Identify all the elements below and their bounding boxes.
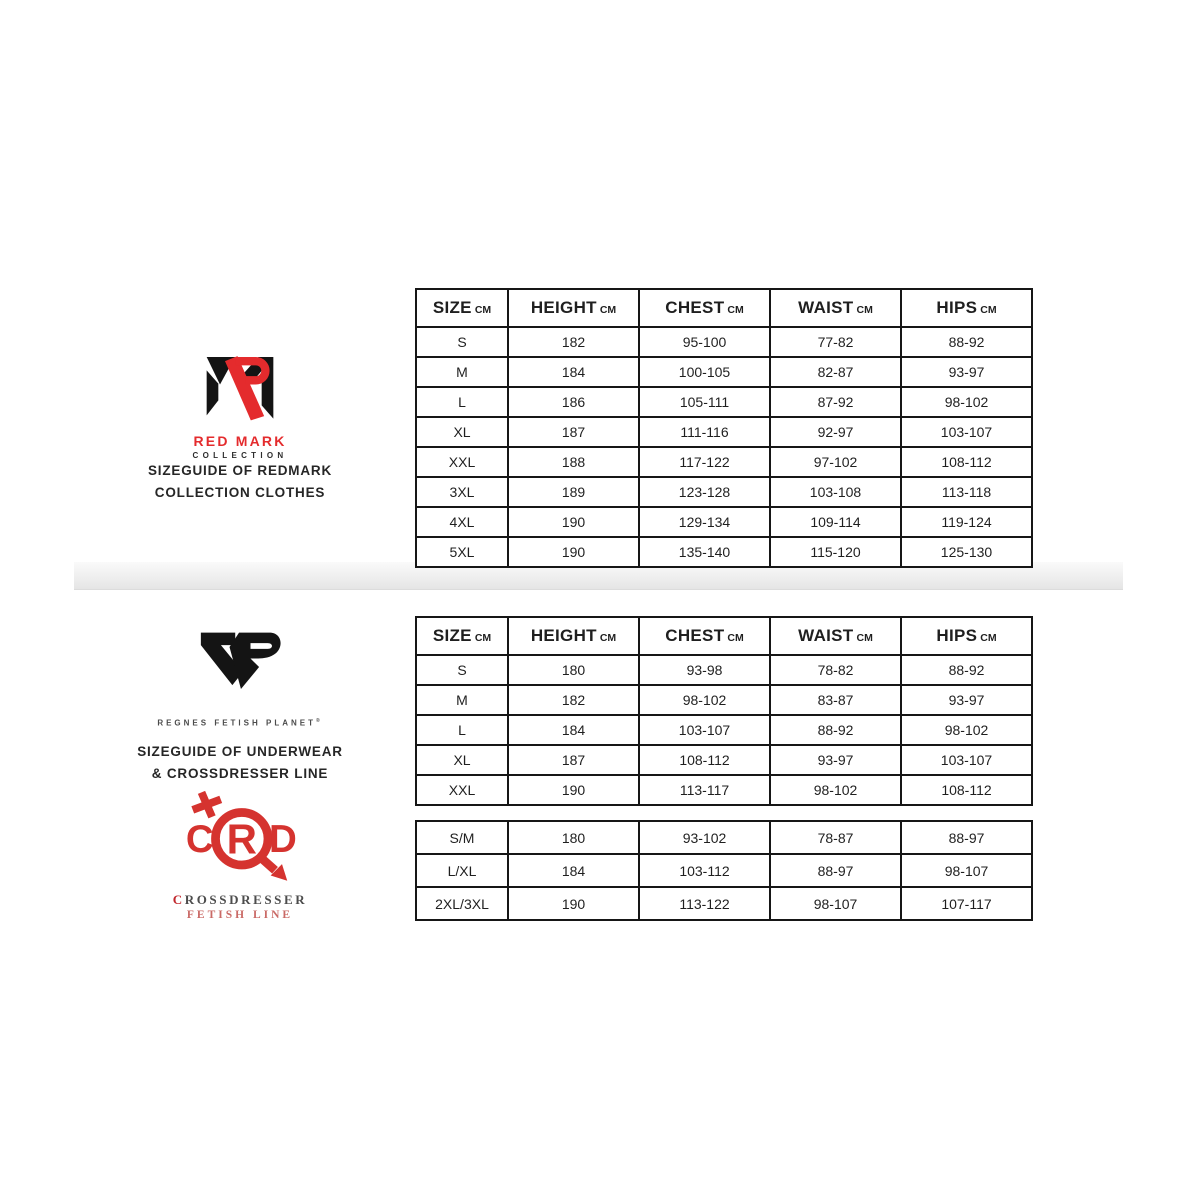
table-cell: L xyxy=(416,715,508,745)
table-cell: 135-140 xyxy=(639,537,770,567)
table-row xyxy=(416,854,1032,887)
table-row xyxy=(416,745,1032,775)
table-row xyxy=(416,685,1032,715)
column-header-waist: WAIST CM xyxy=(770,289,901,327)
caption-line: SIZEGUIDE OF UNDERWEAR xyxy=(137,744,343,759)
table-cell: 184 xyxy=(508,715,639,745)
table-row xyxy=(416,477,1032,507)
regnes-monogram-icon xyxy=(187,626,293,710)
table-cell: 93-102 xyxy=(639,821,770,854)
table-cell: 98-107 xyxy=(901,854,1032,887)
column-header-height: HEIGHT CM xyxy=(508,617,639,655)
table-row xyxy=(416,507,1032,537)
crd-letter-r: R xyxy=(226,815,257,863)
redmark-wordmark: RED MARK xyxy=(193,433,287,449)
table-cell: 98-102 xyxy=(901,715,1032,745)
table-row xyxy=(416,387,1032,417)
table-cell: XXL xyxy=(416,775,508,805)
table-cell: 3XL xyxy=(416,477,508,507)
table-cell: L/XL xyxy=(416,854,508,887)
table-row xyxy=(416,887,1032,920)
table-cell: 190 xyxy=(508,775,639,805)
table-cell: 78-87 xyxy=(770,821,901,854)
table-cell: XXL xyxy=(416,447,508,477)
table-cell: 115-120 xyxy=(770,537,901,567)
table-cell: 182 xyxy=(508,685,639,715)
redmark-logo-block xyxy=(115,347,365,460)
table-cell: 95-100 xyxy=(639,327,770,357)
table-cell: 100-105 xyxy=(639,357,770,387)
table-cell: 83-87 xyxy=(770,685,901,715)
table-cell: 113-117 xyxy=(639,775,770,805)
table-cell: S/M xyxy=(416,821,508,854)
table-cell: 186 xyxy=(508,387,639,417)
table-cell: 88-92 xyxy=(901,655,1032,685)
redmark-caption xyxy=(85,460,395,504)
table-cell: 103-107 xyxy=(901,417,1032,447)
table-cell: L xyxy=(416,387,508,417)
caption-line: SIZEGUIDE OF REDMARK xyxy=(147,463,332,478)
table-cell: 111-116 xyxy=(639,417,770,447)
table-cell: 180 xyxy=(508,655,639,685)
table-cell: 108-112 xyxy=(639,745,770,775)
table-cell: 77-82 xyxy=(770,327,901,357)
redmark-wordmark-sub: COLLECTION xyxy=(192,451,288,460)
table-cell: 4XL xyxy=(416,507,508,537)
table-cell: 190 xyxy=(508,537,639,567)
column-header-hips: HIPS CM xyxy=(901,289,1032,327)
table-cell: S xyxy=(416,655,508,685)
underwear-caption xyxy=(85,741,395,785)
table-cell: M xyxy=(416,685,508,715)
table-cell: 113-118 xyxy=(901,477,1032,507)
crossdresser-wordmark-rest: ROSSDRESSER xyxy=(184,892,308,907)
table-cell: 93-97 xyxy=(770,745,901,775)
table-cell: M xyxy=(416,357,508,387)
table-cell: 92-97 xyxy=(770,417,901,447)
column-header-size: SIZE CM xyxy=(416,289,508,327)
table-cell: 88-97 xyxy=(901,821,1032,854)
table-cell: 88-97 xyxy=(770,854,901,887)
crossdresser-wordmark-line2: FETISH LINE xyxy=(186,909,294,921)
regnes-wordmark xyxy=(115,718,365,728)
table-cell: 103-112 xyxy=(639,854,770,887)
table-row xyxy=(416,447,1032,477)
table-cell: 189 xyxy=(508,477,639,507)
table-row xyxy=(416,357,1032,387)
caption-line: COLLECTION CLOTHES xyxy=(154,485,326,500)
column-header-height: HEIGHT CM xyxy=(508,289,639,327)
crossdresser-wordmark-initial: C xyxy=(172,892,185,907)
table-cell: 78-82 xyxy=(770,655,901,685)
table-cell: 188 xyxy=(508,447,639,477)
table-cell: 190 xyxy=(508,507,639,537)
underwear-size-table xyxy=(415,616,1033,806)
table-cell: 5XL xyxy=(416,537,508,567)
table-cell: 88-92 xyxy=(901,327,1032,357)
column-header-hips: HIPS CM xyxy=(901,617,1032,655)
table-cell: 93-98 xyxy=(639,655,770,685)
table-cell: S xyxy=(416,327,508,357)
column-header-size: SIZE CM xyxy=(416,617,508,655)
crossdresser-logo-block xyxy=(115,788,365,921)
table-cell: 98-102 xyxy=(770,775,901,805)
redmark-size-table xyxy=(415,288,1033,568)
table-cell: 109-114 xyxy=(770,507,901,537)
table-cell: 98-107 xyxy=(770,887,901,920)
table-cell: 93-97 xyxy=(901,685,1032,715)
table-row xyxy=(416,327,1032,357)
table-row xyxy=(416,537,1032,567)
table-cell: 2XL/3XL xyxy=(416,887,508,920)
table-cell: 125-130 xyxy=(901,537,1032,567)
table-cell: 117-122 xyxy=(639,447,770,477)
redmark-monogram-icon xyxy=(198,347,282,427)
column-header-chest: CHEST CM xyxy=(639,617,770,655)
table-cell: 87-92 xyxy=(770,387,901,417)
table-cell: 82-87 xyxy=(770,357,901,387)
table-cell: 105-111 xyxy=(639,387,770,417)
table-cell: 88-92 xyxy=(770,715,901,745)
crd-letter-d: D xyxy=(268,817,297,861)
table-cell: 107-117 xyxy=(901,887,1032,920)
table-cell: XL xyxy=(416,745,508,775)
table-cell: 123-128 xyxy=(639,477,770,507)
table-cell: 182 xyxy=(508,327,639,357)
table-row xyxy=(416,775,1032,805)
table-cell: XL xyxy=(416,417,508,447)
table-cell: 97-102 xyxy=(770,447,901,477)
table-cell: 93-97 xyxy=(901,357,1032,387)
table-cell: 184 xyxy=(508,357,639,387)
table-row xyxy=(416,417,1032,447)
caption-line: & CROSSDRESSER LINE xyxy=(151,766,329,781)
crd-letter-c: C xyxy=(185,817,214,861)
table-row xyxy=(416,715,1032,745)
header-row xyxy=(416,617,1032,655)
table-row xyxy=(416,655,1032,685)
table-cell: 98-102 xyxy=(901,387,1032,417)
table-cell: 184 xyxy=(508,854,639,887)
regnes-wordmark-text: REGNES FETISH PLANET xyxy=(157,718,316,728)
table-cell: 98-102 xyxy=(639,685,770,715)
table-cell: 129-134 xyxy=(639,507,770,537)
crossdresser-wordmark-line1 xyxy=(115,892,365,908)
crossdresser-monogram-icon xyxy=(178,788,302,886)
table-cell: 103-108 xyxy=(770,477,901,507)
table-cell: 103-107 xyxy=(901,745,1032,775)
table-cell: 187 xyxy=(508,417,639,447)
table-cell: 187 xyxy=(508,745,639,775)
table-cell: 190 xyxy=(508,887,639,920)
table-cell: 108-112 xyxy=(901,775,1032,805)
column-header-waist: WAIST CM xyxy=(770,617,901,655)
table-cell: 108-112 xyxy=(901,447,1032,477)
table-cell: 119-124 xyxy=(901,507,1032,537)
header-row xyxy=(416,289,1032,327)
table-cell: 103-107 xyxy=(639,715,770,745)
crossdresser-size-table xyxy=(415,820,1033,921)
registered-mark: ® xyxy=(316,718,323,724)
table-row xyxy=(416,821,1032,854)
table-cell: 180 xyxy=(508,821,639,854)
regnes-logo-block xyxy=(115,626,365,728)
table-cell: 113-122 xyxy=(639,887,770,920)
column-header-chest: CHEST CM xyxy=(639,289,770,327)
